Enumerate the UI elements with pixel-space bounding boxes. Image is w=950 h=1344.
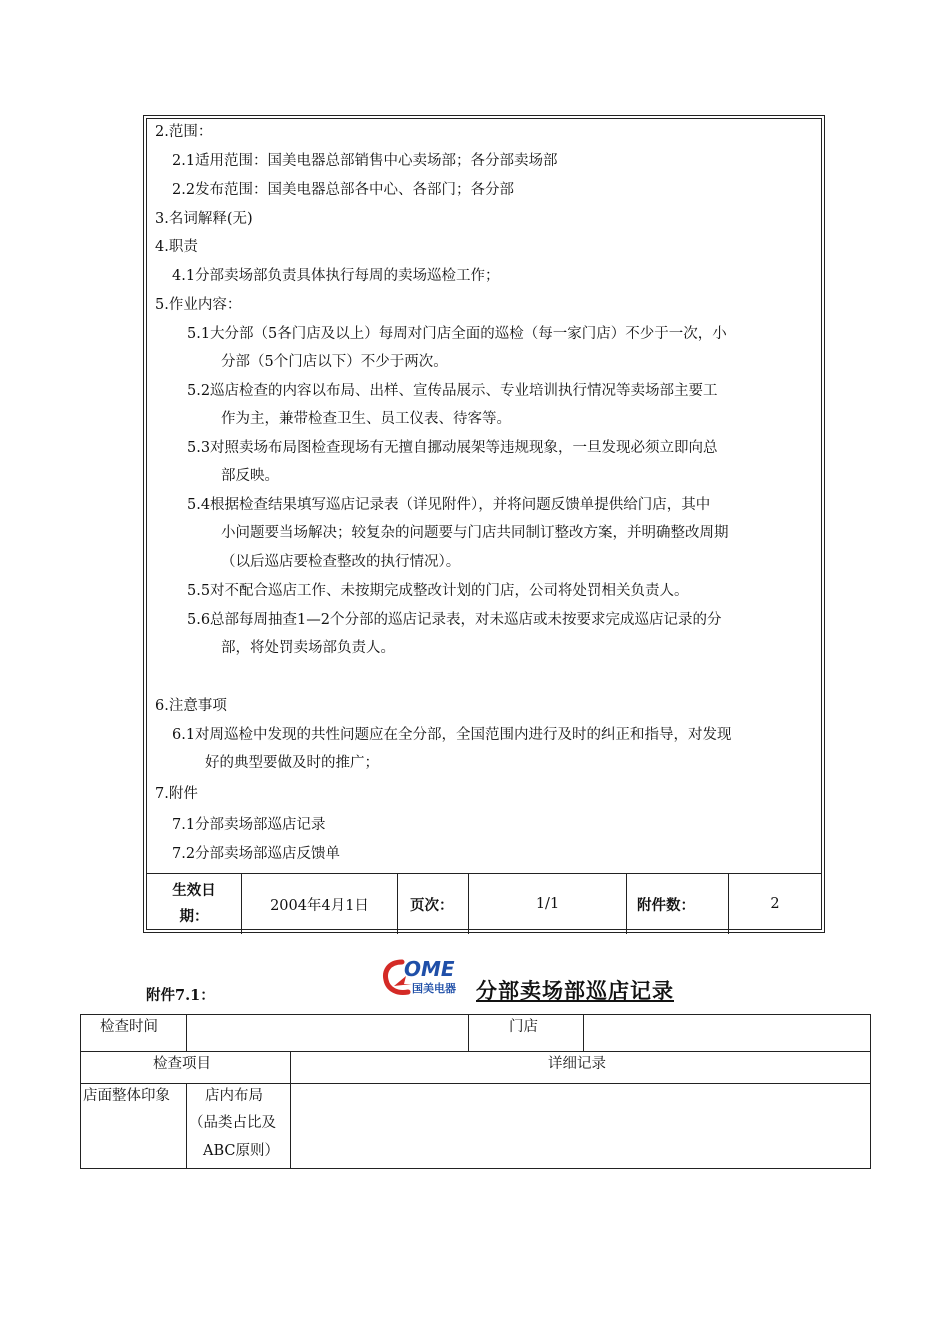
- text-line: 5.2巡店检查的内容以布局、出样、宣传品展示、专业培训执行情况等卖场部主要工: [187, 383, 718, 399]
- text-line: 分部（5个门店以下）不少于两次。: [221, 354, 448, 370]
- attachment-label: 附件7.1：: [146, 987, 215, 1004]
- logo-subtext: 国美电器: [412, 982, 456, 995]
- text-line: 小问题要当场解决；较复杂的问题要与门店共同制订整改方案，并明确整改周期: [221, 525, 729, 541]
- effective-date-label: 生效日 期：: [147, 874, 242, 934]
- document-footer: [147, 873, 821, 934]
- attachment-title: 分部卖场部巡店记录: [476, 978, 674, 1003]
- text-line: 7.2分部卖场部巡店反馈单: [172, 846, 341, 862]
- effective-date-value: 2004年4月1日: [242, 874, 398, 934]
- text-line: 5.4根据检查结果填写巡店记录表（详见附件），并将问题反馈单提供给门店，其中: [187, 497, 711, 513]
- store-impression-label: 店面整体印象: [83, 1088, 170, 1104]
- check-item-header: 检查项目: [153, 1056, 211, 1072]
- text-line: 5.作业内容：: [155, 297, 242, 313]
- text-line: 部反映。: [221, 468, 279, 484]
- logo-letters: OME: [404, 957, 455, 981]
- text-line: 5.3对照卖场布局图检查现场有无擅自挪动展架等违规现象，一旦发现必须立即向总: [187, 440, 718, 456]
- page-value: 1/1: [469, 874, 627, 934]
- text-line: 4.1分部卖场部负责具体执行每周的卖场巡检工作；: [172, 268, 500, 284]
- text-line: 2.1适用范围：国美电器总部销售中心卖场部；各分部卖场部: [172, 153, 558, 169]
- store-layout-label: 店内布局: [205, 1088, 263, 1104]
- text-line: 6.1对周巡检中发现的共性问题应在全分部，全国范围内进行及时的纠正和指导，对发现: [172, 727, 732, 743]
- document-frame: [143, 115, 825, 933]
- col-divider: [186, 1015, 187, 1051]
- store-layout-note: ABC原则）: [203, 1143, 279, 1159]
- detail-header: 详细记录: [548, 1056, 606, 1072]
- text-line: 7.1分部卖场部巡店记录: [172, 817, 326, 833]
- text-line: 6.注意事项: [155, 698, 227, 714]
- text-line: 5.1大分部（5各门店及以上）每周对门店全面的巡检（每一家门店）不少于一次，小: [187, 326, 727, 342]
- text-line: 5.5对不配合巡店工作、未按期完成整改计划的门店，公司将处罚相关负责人。: [187, 583, 689, 599]
- text-line: 2.2发布范围：国美电器总部各中心、各部门；各分部: [172, 182, 515, 198]
- text-line: 部，将处罚卖场部负责人。: [221, 640, 395, 656]
- text-line: 7.附件: [155, 786, 198, 802]
- col-divider: [583, 1015, 584, 1051]
- attachment-count-label: 附件数：: [627, 874, 729, 934]
- store-label: 门店: [509, 1019, 538, 1035]
- store-layout-note: （品类占比及: [189, 1115, 276, 1131]
- col-divider: [186, 1083, 187, 1168]
- text-line: 4.职责: [155, 239, 198, 255]
- attachment-count-value: 2: [770, 896, 780, 912]
- document-body: [146, 118, 822, 930]
- inspection-record-table: [80, 1014, 871, 1169]
- col-divider: [468, 1015, 469, 1051]
- text-line: （以后巡店要检查整改的执行情况）。: [221, 554, 461, 570]
- text-line: 好的典型要做及时的推广；: [205, 755, 379, 771]
- text-line: 5.6总部每周抽查1—2个分部的巡店记录表，对未巡店或未按要求完成巡店记录的分: [187, 612, 722, 628]
- gome-logo: [382, 956, 474, 1000]
- col-divider: [290, 1051, 291, 1168]
- text-line: 3.名词解释(无): [155, 211, 253, 227]
- row-divider: [81, 1083, 870, 1084]
- text-line: 2.范围：: [155, 124, 213, 140]
- page-label: 页次：: [398, 874, 469, 934]
- text-line: 作为主，兼带检查卫生、员工仪表、待客等。: [221, 411, 511, 427]
- check-time-label: 检查时间: [100, 1019, 158, 1035]
- row-divider: [81, 1051, 870, 1052]
